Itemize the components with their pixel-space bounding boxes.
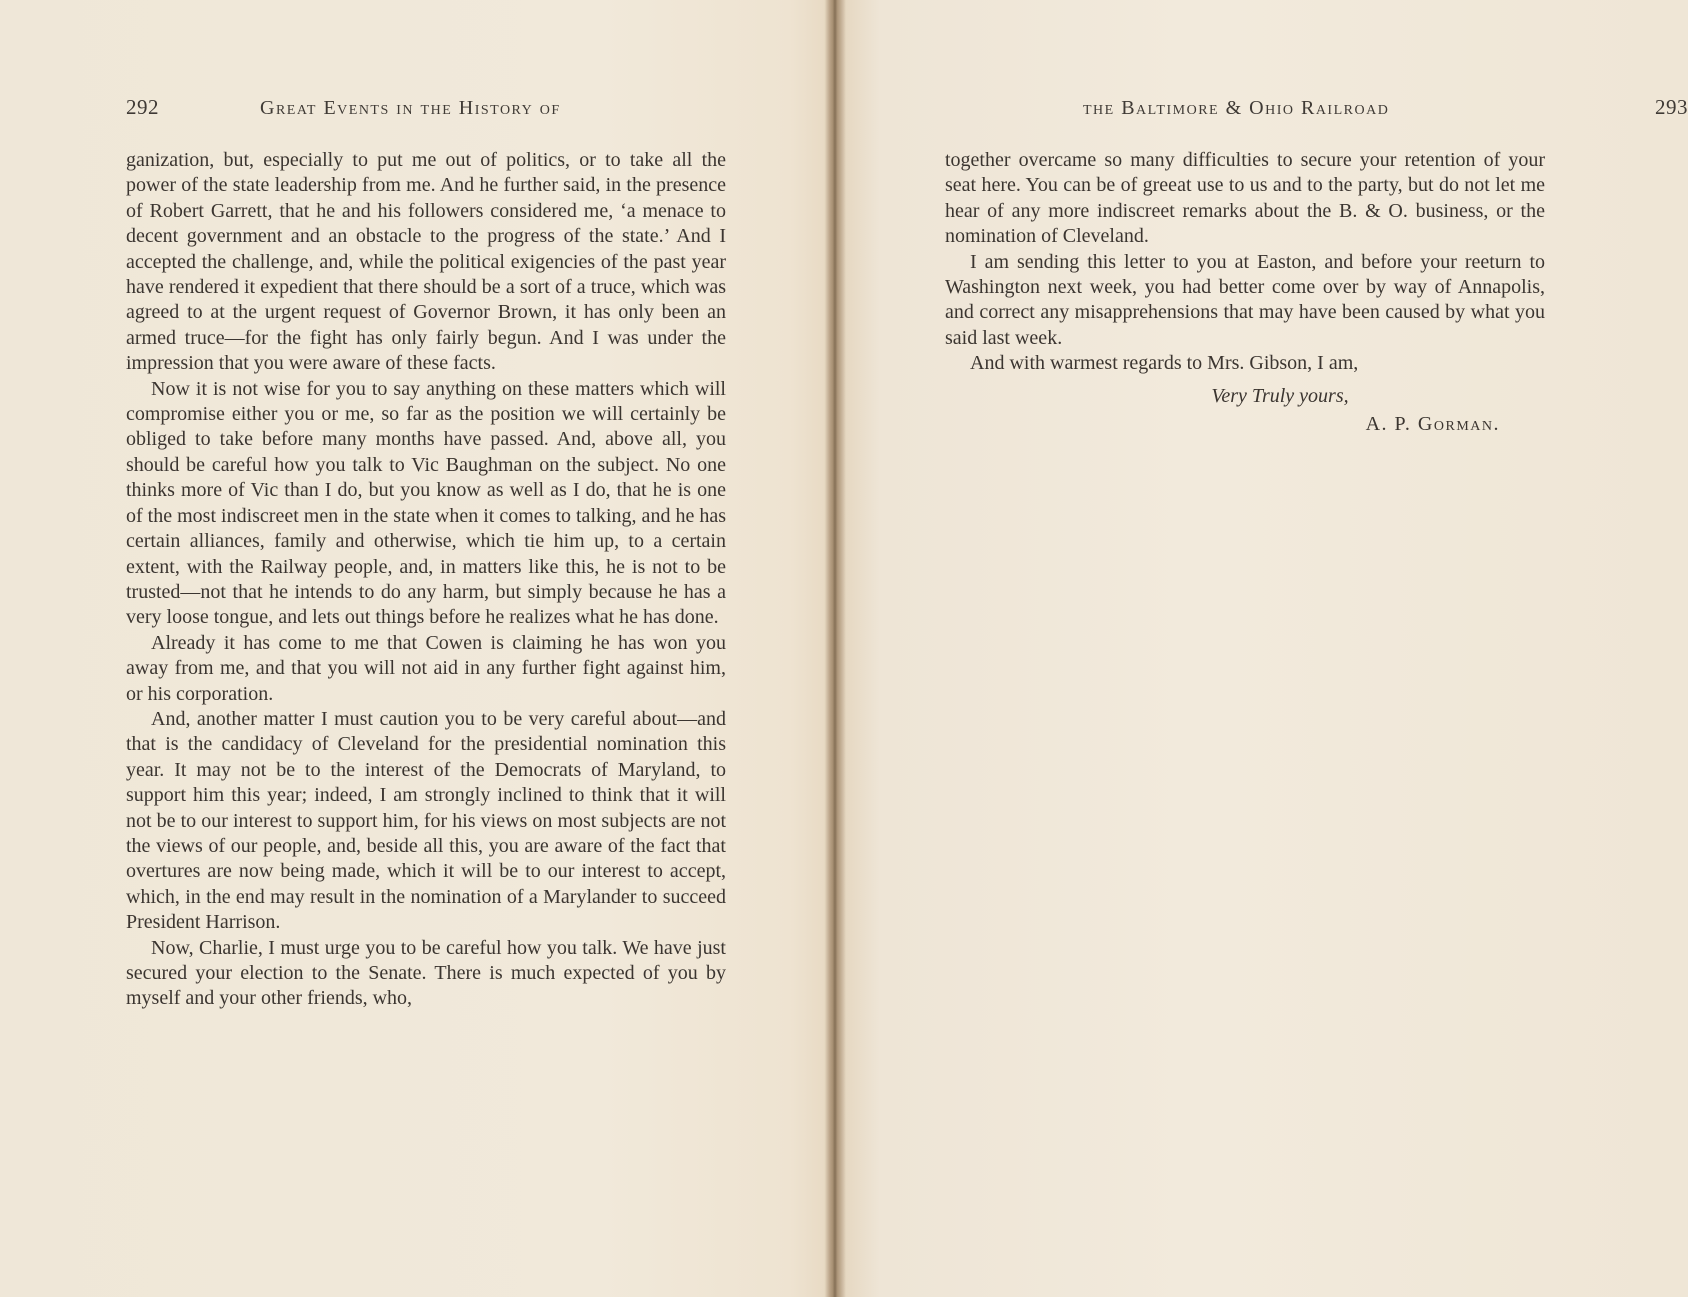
left-page-number: 292 [126,95,159,119]
left-page [0,0,830,1297]
right-page-number: 293 [1655,95,1688,119]
left-running-head-title: Great Events in the History of [260,97,561,119]
right-paragraph-3: And with warmest regards to Mrs. Gibson, I am, [970,352,1359,375]
right-paragraph-2: I am sending this letter to you at Easton, and before your reeturn to Washington next week, you had better come over by way of Annapolis, and correct any misapprehensions that may have been caused by what you said last week. [945,250,1545,349]
letter-signature: A. P. Gorman. [1365,413,1500,436]
left-paragraph-1: ganization, but, especially to put me out of politics, or to take all the power of the state leadership from me. And he further said, in the presence of Robert Garrett, that he and his followers considered me, ‘a menace to decent government and an obstacle to the progress of the state.’ And I accepted the challenge, and, while the political exigencies of the past year have rendered it expedient that there should be a sort of a truce, which was agreed to at the urgent request of Governor Brown, it has only been an armed truce—for the fight has only fairly begun. And I was under the impression that you were aware of these facts. [126,149,726,375]
left-body-text [126,148,726,1012]
right-page [838,0,1688,1297]
letter-closing: Very Truly yours, [1211,384,1349,407]
left-running-head [126,95,726,125]
right-body-text [945,148,1545,437]
left-paragraph-2: Now it is not wise for you to say anything on these matters which will compromise either you or me, so far as the position we will certainly be obliged to take before many months have passed. And, above all, you should be careful how you talk to Vic Baughman on the subject. No one thinks more of Vic than I do, but you know as well as I do, that he is one of the most indiscreet men in the state when it comes to talking, and he has certain alliances, family and otherwise, which tie him up, to a certain extent, with the Railway people, and, in matters like this, he is not to be trusted—not that he intends to do any harm, but simply because he has a very loose tongue, and lets out things before he realizes what he has done. [126,377,726,629]
right-running-head [1083,95,1688,125]
left-paragraph-5: Now, Charlie, I must urge you to be careful how you talk. We have just secured your election to the Senate. There is much expected of you by myself and your other friends, who, [126,936,726,1010]
left-paragraph-3: Already it has come to me that Cowen is claiming he has won you away from me, and that you will not aid in any further fight against him, or his corporation. [126,631,726,705]
left-paragraph-4: And, another matter I must caution you to be very careful about—and that is the candidacy of Cleveland for the presidential nomination this year. It may not be to the interest of the Democrats of Maryland, to support him this year; indeed, I am strongly inclined to think that it will not be to our interest to support him, for his views on most subjects are not the views of our people, and, beside all this, you are aware of the fact that overtures are now being made, which it will be to our interest to accept, which, in the end may result in the nomination of a Marylander to succeed President Harrison. [126,707,726,934]
right-running-head-title: the Baltimore & Ohio Railroad [1083,97,1390,119]
right-paragraph-1: together overcame so many difficulties to secure your retention of your seat here. You can be of greeat use to us and to the party, but do not let me hear of any more indiscreet remarks about the B. & O. business, or the nomination of Cleveland. [945,149,1545,248]
